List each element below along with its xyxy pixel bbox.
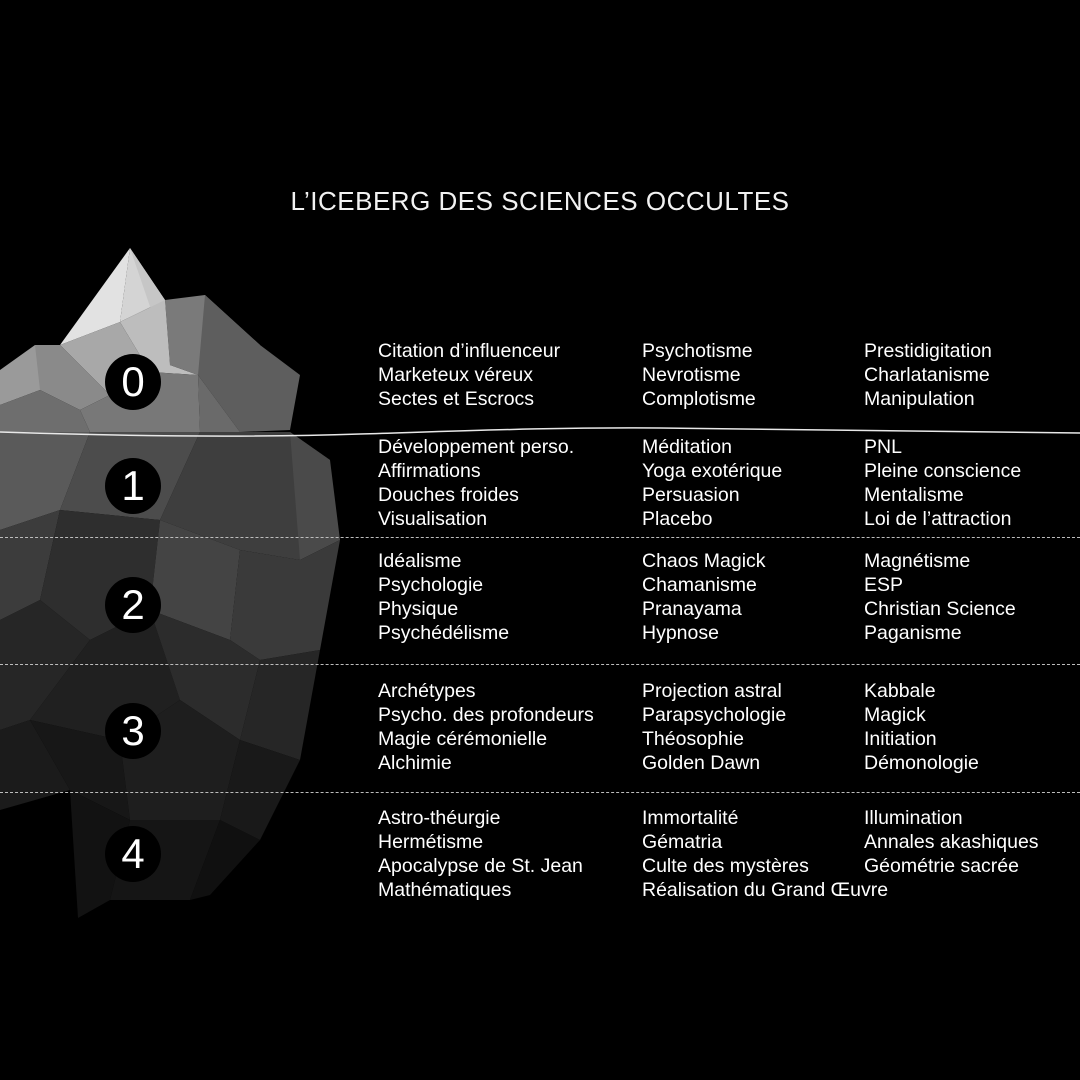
level-divider [0, 664, 1080, 665]
term: Pranayama [642, 598, 742, 620]
term-column [864, 806, 1039, 878]
term: Sectes et Escrocs [378, 388, 535, 410]
term: Initiation [864, 728, 937, 750]
term: Golden Dawn [642, 752, 761, 774]
term: Géométrie sacrée [864, 855, 1019, 877]
term: Psychologie [378, 574, 484, 596]
term: Projection astral [642, 680, 782, 702]
term-column [378, 679, 594, 775]
term: Réalisation du Grand Œuvre [642, 879, 889, 901]
term: Culte des mystères [642, 855, 809, 877]
term: Psycho. des profondeurs [378, 704, 594, 726]
term-column [642, 806, 888, 902]
term-column [864, 679, 979, 775]
term: Charlatanisme [864, 364, 990, 386]
term: Yoga exotérique [642, 460, 783, 482]
term: Loi de l’attraction [864, 508, 1012, 530]
term: ESP [864, 574, 904, 596]
level-divider [0, 537, 1080, 538]
term: Mathématiques [378, 879, 512, 901]
level-number: 1 [105, 458, 161, 514]
term: Pleine conscience [864, 460, 1022, 482]
term: Méditation [642, 436, 732, 458]
term: Immortalité [642, 807, 739, 829]
term: Placebo [642, 508, 713, 530]
term: Prestidigitation [864, 340, 992, 362]
term: Marketeux véreux [378, 364, 533, 386]
term: Astro-théurgie [378, 807, 501, 829]
page-title: L’ICEBERG DES SCIENCES OCCULTES [290, 186, 790, 216]
term: Démonologie [864, 752, 979, 774]
term: Idéalisme [378, 550, 462, 572]
term-column [378, 339, 560, 411]
term: Annales akashiques [864, 831, 1039, 853]
term-column [864, 435, 1021, 531]
term-column [642, 435, 782, 531]
term: Psychotisme [642, 340, 753, 362]
term: Hermétisme [378, 831, 484, 853]
term: Chaos Magick [642, 550, 766, 572]
term: Paganisme [864, 622, 962, 644]
term: Développement perso. [378, 436, 575, 458]
term: Affirmations [378, 460, 481, 482]
term: Alchimie [378, 752, 452, 774]
term: Citation d’influenceur [378, 340, 561, 362]
term: Théosophie [642, 728, 744, 750]
term-column [378, 435, 574, 531]
term-column [642, 679, 786, 775]
term-column [378, 806, 583, 902]
term: Complotisme [642, 388, 756, 410]
term-column [642, 549, 766, 645]
term: Hypnose [642, 622, 719, 644]
term-column [864, 549, 1016, 645]
iceberg-facet [230, 540, 340, 660]
term: PNL [864, 436, 902, 458]
level-number: 3 [105, 703, 161, 759]
term: Psychédélisme [378, 622, 510, 644]
level-number: 2 [105, 577, 161, 633]
term: Gématria [642, 831, 723, 853]
term: Mentalisme [864, 484, 964, 506]
term: Parapsychologie [642, 704, 787, 726]
term: Physique [378, 598, 459, 620]
level-divider [0, 792, 1080, 793]
term: Magick [864, 704, 926, 726]
term-column [642, 339, 756, 411]
term: Magnétisme [864, 550, 971, 572]
term: Nevrotisme [642, 364, 741, 386]
term-column [378, 549, 509, 645]
term: Christian Science [864, 598, 1016, 620]
term: Magie cérémonielle [378, 728, 548, 750]
term: Douches froides [378, 484, 519, 506]
term: Apocalypse de St. Jean [378, 855, 583, 877]
level-number: 4 [105, 826, 161, 882]
term-column [864, 339, 992, 411]
level-number: 0 [105, 354, 161, 410]
term: Persuasion [642, 484, 740, 506]
term: Chamanisme [642, 574, 757, 596]
term: Visualisation [378, 508, 488, 530]
term: Manipulation [864, 388, 975, 410]
term: Illumination [864, 807, 963, 829]
term: Kabbale [864, 680, 936, 702]
term: Archétypes [378, 680, 476, 702]
